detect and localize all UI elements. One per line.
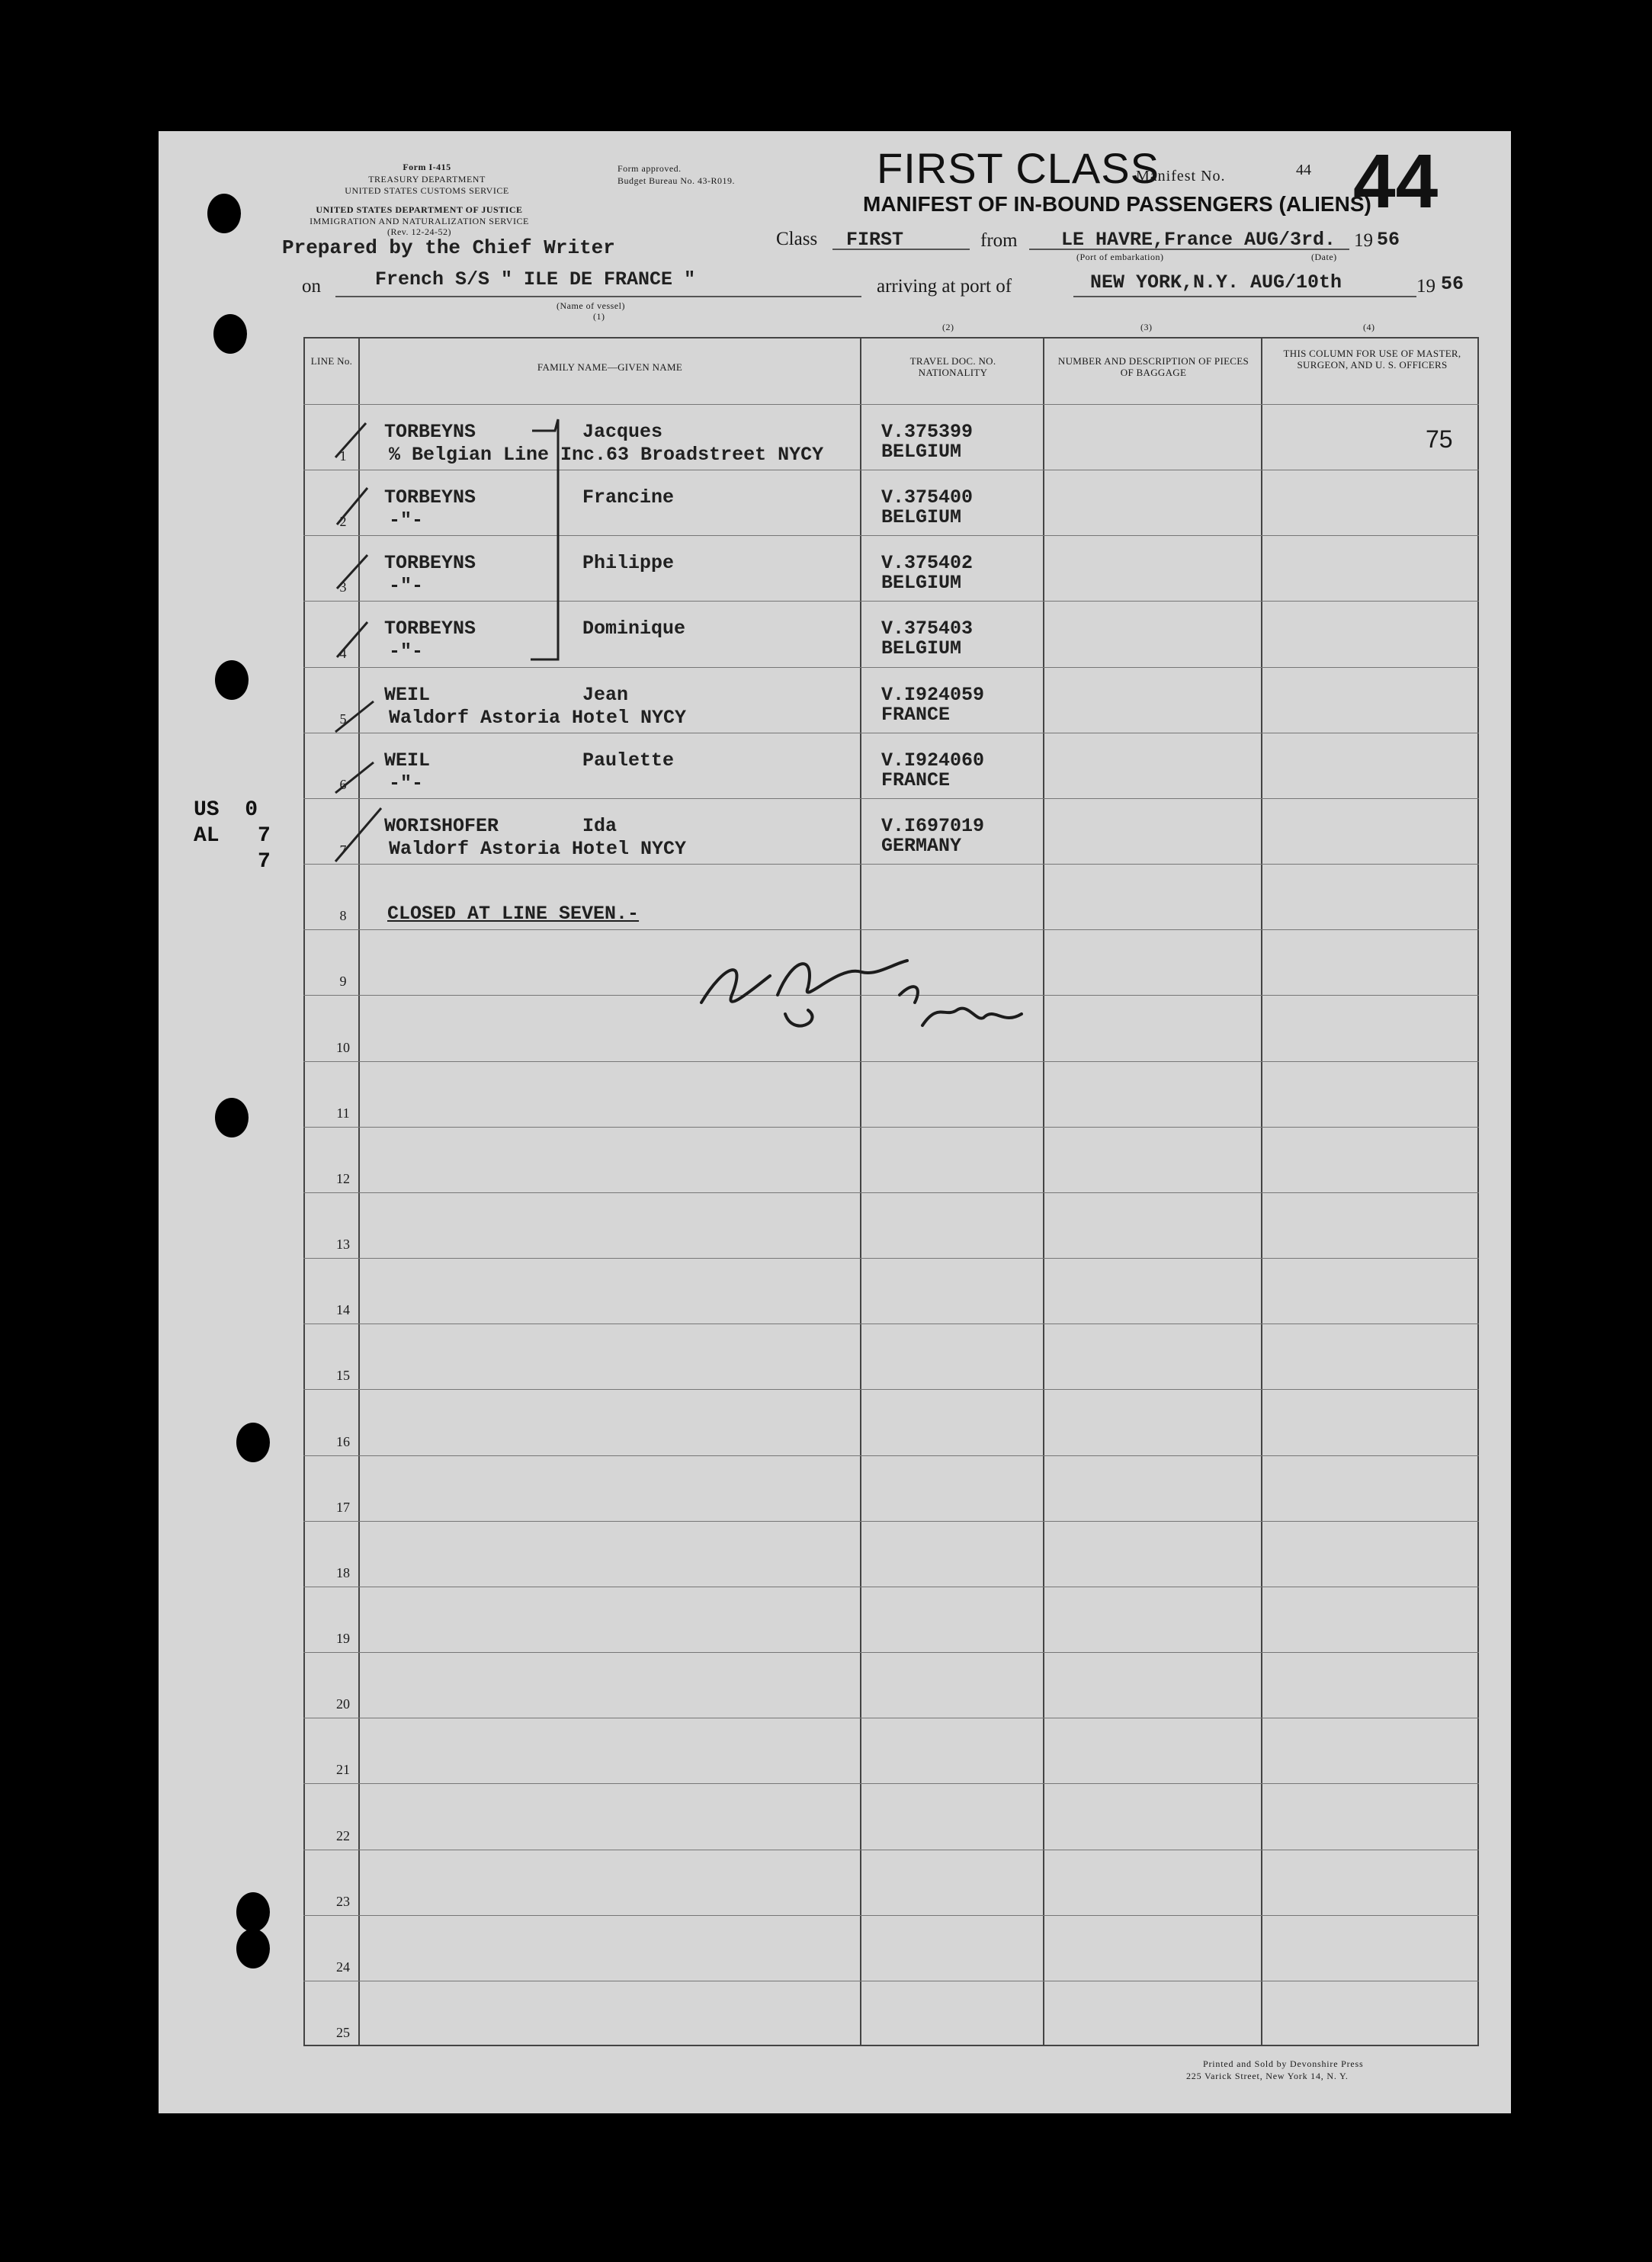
on-label: on [302, 276, 321, 297]
port-embark-caption: (Port of embarkation) [1076, 252, 1164, 262]
year2-value: 56 [1441, 273, 1464, 295]
line-number: 7 [339, 842, 347, 858]
col-number-3: (3) [1140, 322, 1153, 332]
punch-hole [213, 314, 247, 354]
line-number: 10 [336, 1039, 350, 1055]
travel-doc-number: V.I697019 [881, 814, 985, 837]
budget-bureau: Budget Bureau No. 43-R019. [617, 175, 735, 186]
passenger-given-name: Dominique [582, 618, 686, 640]
passenger-address: % Belgian Line Inc.63 Broadstreet NYCY [389, 444, 824, 466]
form-number: Form I-415 [403, 162, 451, 172]
travel-doc-number: V.I924060 [881, 749, 985, 772]
passenger-address: -"- [389, 640, 424, 663]
line-number: 11 [336, 1105, 350, 1121]
col-header-name: FAMILY NAME—GIVEN NAME [537, 361, 683, 373]
row-divider [303, 864, 1479, 865]
line-number: 22 [336, 1827, 350, 1843]
passenger-address: -"- [389, 575, 424, 598]
officer-note: 75 [1426, 425, 1453, 453]
col-header-officers: THIS COLUMN FOR USE OF MASTER, SURGEON, AND U. S. OFFICERS [1283, 348, 1461, 371]
row-divider [303, 1127, 1479, 1128]
year1-value: 56 [1377, 229, 1400, 251]
line-number: 20 [336, 1696, 350, 1712]
line-number: 23 [336, 1893, 350, 1909]
line-number: 3 [339, 579, 347, 595]
line-number: 19 [336, 1631, 350, 1647]
passenger-given-name: Philippe [582, 552, 675, 575]
travel-doc-number: V.375400 [881, 486, 974, 509]
passenger-given-name: Ida [582, 814, 617, 837]
arriving-label: arriving at port of [877, 276, 1012, 297]
nationality: BELGIUM [881, 506, 962, 529]
nationality: BELGIUM [881, 637, 962, 660]
year2-printed: 19 [1416, 276, 1435, 297]
row-divider [303, 601, 1479, 602]
line-number: 16 [336, 1433, 350, 1449]
passenger-family-name: TORBEYNS [384, 618, 476, 640]
line-number: 25 [336, 2025, 350, 2040]
prepared-by: Prepared by the Chief Writer [282, 236, 615, 259]
row-divider [303, 1915, 1479, 1916]
punch-hole [207, 194, 241, 233]
manifest-number-label: Manifest No. [1136, 168, 1226, 184]
manifest-number-small: 44 [1296, 162, 1311, 178]
row-divider [303, 667, 1479, 668]
line-number: 17 [336, 1499, 350, 1515]
col-number-1a: (1) [593, 311, 605, 322]
passenger-family-name: WEIL [384, 683, 431, 706]
col-number-2: (2) [942, 322, 954, 332]
passenger-family-name: TORBEYNS [384, 421, 476, 443]
closing-statement: CLOSED AT LINE SEVEN.- [387, 903, 640, 925]
row-divider [303, 1783, 1479, 1784]
revision: (Rev. 12-24-52) [387, 226, 452, 237]
first-class-stamp: FIRST CLASS [877, 144, 1160, 192]
family-bracket [526, 416, 587, 667]
row-divider [303, 1192, 1479, 1193]
row-divider [303, 1258, 1479, 1259]
line-number: 18 [336, 1564, 350, 1580]
passenger-family-name: WORISHOFER [384, 814, 499, 837]
col-header-travel-doc: TRAVEL DOC. NO. NATIONALITY [909, 355, 996, 378]
customs-service: UNITED STATES CUSTOMS SERVICE [345, 185, 509, 196]
class-label: Class [776, 229, 818, 249]
arrival-value: NEW YORK,N.Y. AUG/10th [1090, 271, 1342, 294]
line-number: 24 [336, 1959, 350, 1975]
passenger-address: -"- [389, 509, 424, 532]
doj-title: UNITED STATES DEPARTMENT OF JUSTICE [316, 204, 523, 215]
from-label: from [980, 230, 1018, 251]
line-number: 4 [339, 645, 347, 661]
check-marks [320, 412, 404, 869]
class-value: FIRST [846, 229, 904, 251]
travel-doc-number: V.375399 [881, 421, 974, 443]
printer-line2: 225 Varick Street, New York 14, N. Y. [1186, 2071, 1349, 2081]
nationality: FRANCE [881, 703, 951, 726]
row-divider [303, 1521, 1479, 1522]
passenger-family-name: TORBEYNS [384, 552, 476, 575]
line-number: 1 [339, 448, 347, 464]
row-divider [303, 1389, 1479, 1390]
nationality: BELGIUM [881, 572, 962, 595]
col-header-baggage: NUMBER AND DESCRIPTION OF PIECES OF BAGGAGE [1057, 355, 1249, 378]
passenger-address: Waldorf Astoria Hotel NYCY [389, 706, 687, 729]
punch-hole [236, 1892, 270, 1932]
travel-doc-number: V.I924059 [881, 683, 985, 706]
inspector-signature [694, 942, 1052, 1048]
row-divider [303, 798, 1479, 799]
ins-title: IMMIGRATION AND NATURALIZATION SERVICE [310, 216, 529, 226]
passenger-address: -"- [389, 772, 424, 794]
tally-us-label: US [194, 798, 220, 822]
passenger-address: Waldorf Astoria Hotel NYCY [389, 837, 687, 860]
tally-us-value: 0 [245, 798, 258, 822]
row-divider [303, 1455, 1479, 1456]
line-number: 5 [339, 711, 347, 727]
line-number: 2 [339, 514, 347, 530]
vessel-name: French S/S " ILE DE FRANCE " [375, 268, 696, 290]
year1-printed: 19 [1354, 230, 1373, 251]
row-divider [303, 535, 1479, 536]
row-divider [303, 1652, 1479, 1653]
col-number-4: (4) [1363, 322, 1375, 332]
form-approved: Form approved. [617, 163, 682, 174]
line-number: 15 [336, 1368, 350, 1384]
travel-doc-number: V.375403 [881, 618, 974, 640]
from-value: LE HAVRE,France AUG/3rd. [1061, 229, 1336, 251]
tally-al-label: AL [194, 824, 220, 848]
passenger-given-name: Jacques [582, 421, 663, 443]
punch-hole [236, 1929, 270, 1968]
printer-line1: Printed and Sold by Devonshire Press [1203, 2058, 1364, 2069]
line-number: 8 [339, 908, 347, 924]
row-divider [303, 1061, 1479, 1062]
line-number: 14 [336, 1302, 350, 1318]
punch-hole [215, 1098, 249, 1137]
vessel-caption: (Name of vessel) [557, 300, 625, 311]
line-number: 9 [339, 974, 347, 990]
line-number: 12 [336, 1170, 350, 1186]
nationality: FRANCE [881, 768, 951, 791]
manifest-title: MANIFEST OF IN-BOUND PASSENGERS (ALIENS) [863, 192, 1371, 216]
punch-hole [236, 1423, 270, 1462]
passenger-given-name: Francine [582, 486, 675, 509]
line-number: 6 [339, 776, 347, 792]
manifest-number-big: 44 [1353, 139, 1439, 224]
passenger-family-name: WEIL [384, 749, 431, 772]
punch-hole [215, 660, 249, 700]
passenger-given-name: Paulette [582, 749, 675, 772]
nationality: GERMANY [881, 834, 962, 857]
travel-doc-number: V.375402 [881, 552, 974, 575]
col-header-line-no: LINE No. [310, 355, 353, 367]
date-caption: (Date) [1311, 252, 1337, 262]
passenger-given-name: Jean [582, 683, 629, 706]
nationality: BELGIUM [881, 441, 962, 463]
line-number: 21 [336, 1762, 350, 1778]
margin-tally [194, 797, 271, 875]
row-divider [303, 929, 1479, 930]
tally-total: 7 [258, 850, 271, 874]
tally-al-value: 7 [258, 824, 271, 848]
passenger-family-name: TORBEYNS [384, 486, 476, 509]
line-number: 13 [336, 1237, 350, 1253]
treasury-dept: TREASURY DEPARTMENT [368, 174, 486, 184]
